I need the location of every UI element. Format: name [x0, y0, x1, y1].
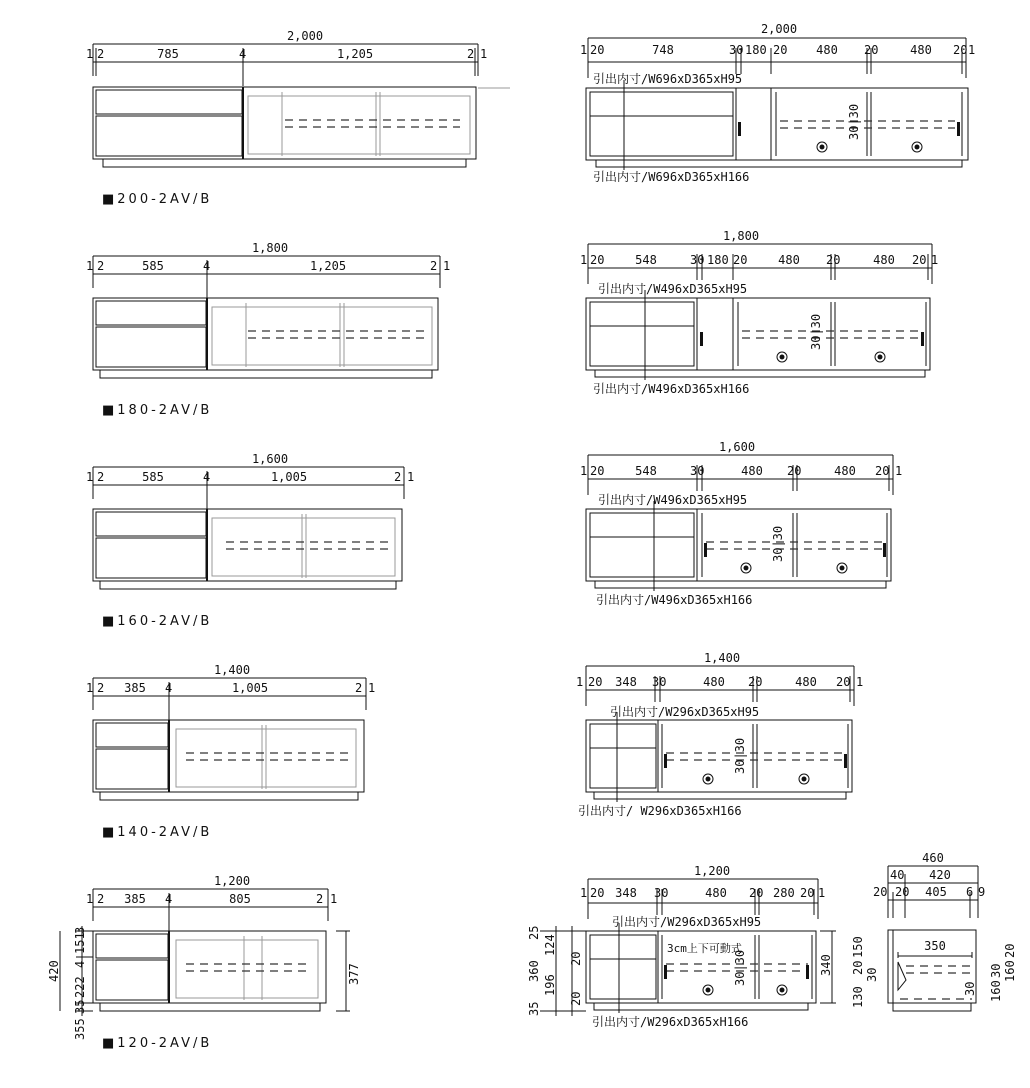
dim-seg: 1: [580, 43, 588, 57]
side-vdim: 160: [989, 980, 1003, 1002]
side-vdim: 20: [851, 960, 865, 975]
side-vdim: 30: [963, 981, 977, 996]
dim-seg: 480: [705, 886, 727, 900]
side-dim: 40: [890, 868, 905, 882]
model-label: ■200-2AV/B: [102, 192, 213, 207]
vdim: 25: [527, 925, 541, 940]
dim-seg: 20: [912, 253, 927, 267]
drawer-upper-inner: 引出内寸/W296xD365xH95: [612, 915, 762, 929]
side-dim: 6: [966, 885, 974, 899]
dim-seg: 585: [142, 470, 164, 484]
dim-seg: 1: [86, 892, 94, 906]
dim-seg: 1: [480, 47, 488, 61]
drawer-lower-inner: 引出内寸/W696xD365xH166: [593, 170, 750, 184]
side-vdim: 160: [1003, 960, 1017, 982]
dim-seg: 1,005: [231, 681, 269, 695]
model-140-right: [576, 651, 863, 818]
side-vdim: 130: [851, 986, 865, 1008]
dim-seg: 30: [729, 43, 744, 57]
dim-seg: 20: [749, 886, 764, 900]
dim-seg: 1: [86, 259, 94, 273]
dim-seg: 548: [635, 464, 657, 478]
dim-seg: 20: [826, 253, 841, 267]
dim-seg: 20: [800, 886, 815, 900]
dim-seg: 1: [86, 47, 94, 61]
dim-seg: 480: [910, 43, 932, 57]
dim-total: 2,000: [760, 22, 798, 36]
dim-total: 1,600: [718, 440, 756, 454]
side-dim: 420: [929, 868, 951, 882]
dim-seg: 20: [590, 43, 605, 57]
dim-seg: 20: [875, 464, 890, 478]
dim-seg: 1: [895, 464, 903, 478]
vdim: 20: [569, 951, 583, 966]
drawer-upper-inner: 引出内寸/W496xD365xH95: [598, 282, 748, 296]
drawer-upper-inner: 引出内寸/W696xD365xH95: [593, 72, 743, 86]
vdim: 124: [543, 934, 557, 956]
shelf-pitch: 30|30: [771, 525, 785, 562]
dim-seg: 2: [97, 259, 105, 273]
model-180-left: [86, 241, 450, 418]
drawer-lower-inner: 引出内寸/W496xD365xH166: [593, 382, 750, 396]
shelf-pitch: 30|30: [733, 949, 747, 986]
dim-seg: 4: [165, 892, 173, 906]
dim-total: 2,000: [286, 29, 324, 43]
model-200-right: [580, 22, 975, 184]
dim-seg: 1: [856, 675, 864, 689]
side-dim: 405: [925, 885, 947, 899]
dim-seg: 2: [97, 892, 105, 906]
dim-seg: 1: [576, 675, 584, 689]
dim-seg: 30: [654, 886, 669, 900]
dim-seg: 2: [97, 47, 105, 61]
movable-shelf-note: 3cm上下可動式: [667, 942, 742, 955]
drawer-upper-inner: 引出内寸/W496xD365xH95: [598, 493, 748, 507]
dim-seg: 805: [229, 892, 251, 906]
dim-seg: 2: [97, 470, 105, 484]
dim-seg: 480: [834, 464, 856, 478]
dim-seg: 480: [741, 464, 763, 478]
shelf-pitch: 30|30: [847, 103, 861, 140]
dim-seg: 1: [968, 43, 976, 57]
dim-total: 1,400: [703, 651, 741, 665]
dim-seg: 180: [745, 43, 767, 57]
dim-seg: 1: [330, 892, 338, 906]
dim-seg: 20: [590, 886, 605, 900]
vdim: 420: [47, 960, 61, 982]
dim-seg: 30: [690, 253, 705, 267]
shelf-pitch: 30|30: [733, 737, 747, 774]
model-120-left: [47, 874, 361, 1051]
vdim: 20: [569, 991, 583, 1006]
drawer-lower-inner: 引出内寸/ W296xD365xH166: [578, 804, 742, 818]
model-label: ■120-2AV/B: [102, 1036, 213, 1051]
dim-total: 1,800: [251, 241, 289, 255]
dim-seg: 2: [355, 681, 363, 695]
side-dim: 20: [895, 885, 910, 899]
side-inner-dim: 350: [924, 939, 946, 953]
dim-seg: 4: [203, 470, 211, 484]
dim-seg: 1: [86, 470, 94, 484]
dim-total: 1,200: [693, 864, 731, 878]
dim-seg: 348: [615, 675, 637, 689]
side-section-view: [851, 851, 1017, 1011]
vdim: 196: [543, 974, 557, 996]
drawer-lower-inner: 引出内寸/W496xD365xH166: [596, 593, 753, 607]
side-dim: 9: [978, 885, 986, 899]
dim-total: 1,800: [722, 229, 760, 243]
model-180-right: [580, 229, 938, 396]
vdim: 151: [73, 932, 87, 954]
model-120-right: [527, 864, 836, 1029]
vdim: 355: [73, 1018, 87, 1040]
drawer-lower-inner: 引出内寸/W296xD365xH166: [592, 1015, 749, 1029]
model-label: ■180-2AV/B: [102, 403, 213, 418]
dim-seg: 2: [467, 47, 475, 61]
dim-seg: 480: [873, 253, 895, 267]
model-label: ■140-2AV/B: [102, 825, 213, 840]
dim-seg: 585: [142, 259, 164, 273]
dim-seg: 1: [580, 253, 588, 267]
height-dim: 377: [347, 963, 361, 985]
dim-seg: 2: [430, 259, 438, 273]
dim-seg: 480: [816, 43, 838, 57]
dim-total: 1,400: [213, 663, 251, 677]
side-dim: 20: [873, 885, 888, 899]
dim-seg: 1,205: [309, 259, 347, 273]
dim-seg: 20: [773, 43, 788, 57]
side-vdim: 30: [989, 963, 1003, 978]
dim-seg: 1: [443, 259, 451, 273]
model-160-left: [86, 452, 414, 629]
dim-seg: 20: [590, 464, 605, 478]
dim-seg: 348: [615, 886, 637, 900]
dim-seg: 480: [795, 675, 817, 689]
dim-seg: 20: [953, 43, 968, 57]
dim-seg: 480: [703, 675, 725, 689]
vdim: 35: [527, 1001, 541, 1016]
dim-seg: 480: [778, 253, 800, 267]
side-vdim: 150: [851, 936, 865, 958]
dim-seg: 1: [407, 470, 415, 484]
vdim: 360: [527, 960, 541, 982]
side-vdim: 20: [1003, 943, 1017, 958]
dim-seg: 20: [588, 675, 603, 689]
dim-seg: 1: [818, 886, 826, 900]
vdim: 35: [73, 999, 87, 1014]
dim-seg: 1,005: [270, 470, 308, 484]
dim-seg: 385: [124, 681, 146, 695]
dim-seg: 4: [239, 47, 247, 61]
dim-seg: 2: [97, 681, 105, 695]
model-200-left: [86, 29, 510, 207]
dim-seg: 30: [690, 464, 705, 478]
side-vdim: 30: [865, 967, 879, 982]
model-label: ■160-2AV/B: [102, 614, 213, 629]
vdim: 340: [819, 954, 833, 976]
dim-seg: 4: [203, 259, 211, 273]
dim-seg: 180: [707, 253, 729, 267]
dim-seg: 280: [773, 886, 795, 900]
dim-seg: 20: [864, 43, 879, 57]
shelf-pitch: 30|30: [809, 313, 823, 350]
dim-seg: 20: [733, 253, 748, 267]
side-dim-total: 460: [922, 851, 944, 865]
dim-seg: 1: [86, 681, 94, 695]
dim-seg: 2: [316, 892, 324, 906]
dim-total: 1,600: [251, 452, 289, 466]
dim-seg: 2: [394, 470, 402, 484]
drawer-upper-inner: 引出内寸/W296xD365xH95: [610, 705, 760, 719]
dim-seg: 20: [748, 675, 763, 689]
vdim: 3: [73, 926, 87, 934]
dim-seg: 548: [635, 253, 657, 267]
dim-seg: 1: [580, 886, 588, 900]
dim-total: 1,200: [213, 874, 251, 888]
dim-seg: 30: [652, 675, 667, 689]
vdim: 222: [73, 976, 87, 998]
dim-seg: 20: [836, 675, 851, 689]
dim-seg: 4: [165, 681, 173, 695]
dim-seg: 1,205: [336, 47, 374, 61]
dim-seg: 20: [787, 464, 802, 478]
dim-seg: 748: [652, 43, 674, 57]
model-140-left: [86, 663, 375, 840]
vdim: 4: [73, 960, 87, 968]
dim-seg: 785: [157, 47, 179, 61]
dim-seg: 1: [931, 253, 939, 267]
dim-seg: 1: [368, 681, 376, 695]
dim-seg: 1: [580, 464, 588, 478]
dim-seg: 385: [124, 892, 146, 906]
dim-seg: 20: [590, 253, 605, 267]
model-160-right: [580, 440, 902, 607]
